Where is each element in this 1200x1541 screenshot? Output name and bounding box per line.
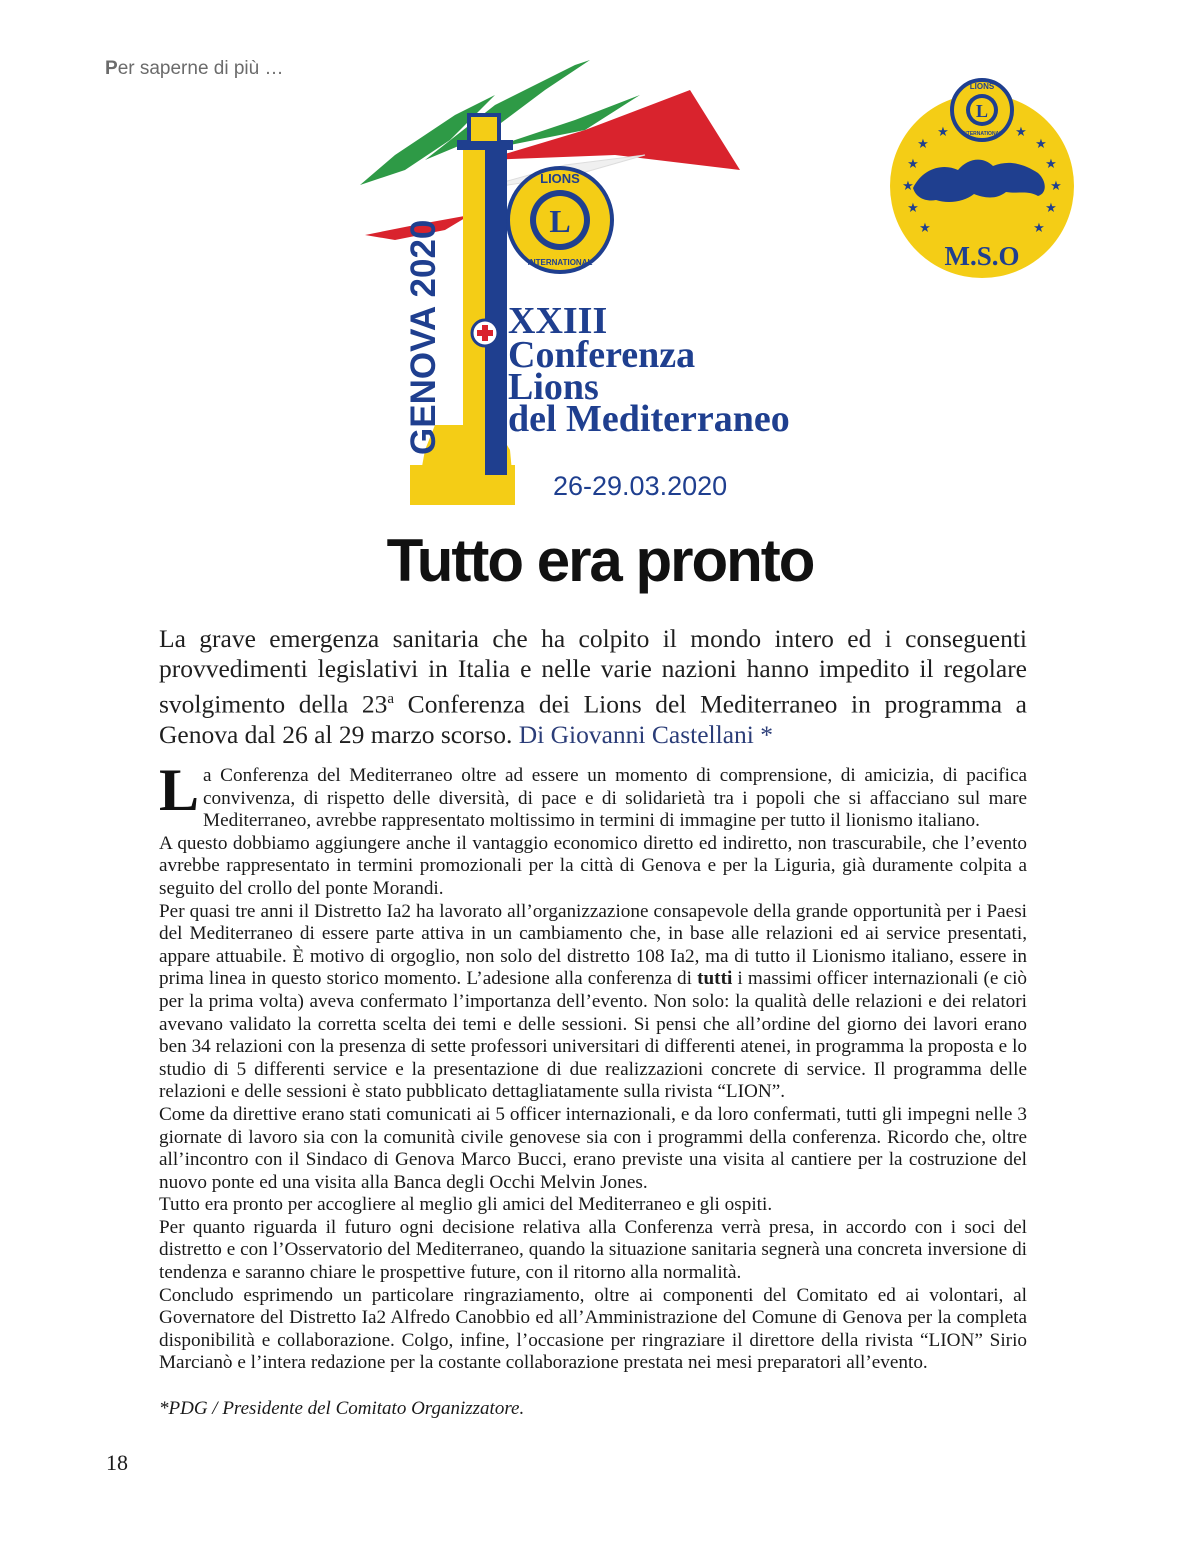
- running-head-text: er saperne di più …: [117, 58, 284, 79]
- article-title: Tutto era pronto: [386, 527, 814, 594]
- conference-line-3: Lions: [508, 366, 599, 408]
- lions-emblem-letter: L: [549, 203, 571, 239]
- article-lead: [159, 624, 1027, 750]
- drop-cap: L: [159, 757, 200, 823]
- svg-text:★: ★: [1015, 125, 1027, 140]
- svg-text:★: ★: [1050, 179, 1062, 194]
- lead-text-end: Conferenza dei Lions del Mediterraneo in programma a Genova dal 26 al 29 marzo scorso.: [159, 689, 1027, 749]
- conference-line-2: Conferenza: [508, 334, 696, 376]
- emphasis: tutti: [697, 968, 733, 990]
- paragraph-text: i massimi officer internazionali (e ciò per la prima volta) aveva confermato l’importanza dell’evento. Non solo: la qualità delle relazioni e dei relatori avevano validato la corretta scelta dei temi e delle sessioni. Si pensi che all’ordine del giorno dei lavori erano ben 34 relazioni con la presenza di sette professori universitari di differenti atenei, in programma la proposta e lo studio di 5 differenti service e la presentazione di due realizzazioni concrete di service. Il programma delle relazioni e delle sessioni è stato pubblicato dettagliatamente sulla rivista “LION”.: [159, 968, 1027, 1103]
- running-head-initial: P: [105, 58, 118, 79]
- mso-logo: [888, 68, 1076, 280]
- mso-lions-letter: L: [975, 101, 989, 121]
- paragraph-text: Per quasi tre anni il Distretto Ia2 ha lavorato all’organizzazione consapevole della grande opportunità per i Paesi del Mediterraneo di essere parte attiva in un cambiamento che, in base alle relazioni ed ai service presentati, appare attuabile. È motivo di orgoglio, non solo del distretto 108 Ia2, ma di tutto il Lionismo italiano, essere in prima linea in questo storico momento. L’adesione alla conferenza di: [159, 900, 1027, 990]
- conference-line-1: XXIII: [508, 300, 608, 342]
- conference-line-4: del Mediterraneo: [508, 398, 790, 440]
- paragraph: Concludo esprimendo un particolare ringraziamento, oltre ai componenti del Comitato ed ai volontari, al Governatore del Distretto Ia2 Alfredo Canobbio ed all’Amministrazione del Comune di Genova per la completa disponibilità e collaborazione. Colgo, infine, l’occasione per ringraziare il direttore della rivista “LION” Sirio Marcianò e l’intera redazione per la costante collaborazione prestata nei mesi preparatori all’evento.: [159, 1284, 1027, 1374]
- paragraph: A questo dobbiamo aggiungere anche il vantaggio economico diretto ed indiretto, non trascurabile, che l’evento avrebbe rappresentato in termini promozionali per la città di Genova e per la Liguria, già duramente colpita a seguito del crollo del ponte Morandi.: [159, 832, 1027, 899]
- svg-text:★: ★: [1035, 137, 1047, 152]
- svg-text:★: ★: [907, 201, 919, 216]
- conference-dates: 26-29.03.2020: [553, 471, 728, 501]
- lions-emblem-bottom-text: INTERNATIONAL: [527, 258, 593, 267]
- running-head: [105, 58, 284, 80]
- paragraph: Come da direttive erano stati comunicati ai 5 officer internazionali, e da loro confermati, tutti gli impegni nelle 3 giornate di lavoro sia con la comunità civile genovese sia con i programmi della conferenza. Ricordo che, oltre all’incontro con il Sindaco di Genova Marco Bucci, erano previste una visita al cantiere per la costruzione del nuovo ponte ed una visita alla Banca degli Occhi Melvin Jones.: [159, 1103, 1027, 1193]
- paragraph: Per quanto riguarda il futuro ogni decisione relativa alla Conferenza verrà presa, in accordo con i soci del distretto e con l’Osservatorio del Mediterraneo, quando la situazione sanitaria segnerà una concreta inversione di tendenza e saranno chiare le prospettive future, con il ritorno alla normalità.: [159, 1216, 1027, 1284]
- svg-text:★: ★: [1033, 221, 1045, 236]
- paragraph: [159, 901, 1027, 1104]
- paragraph-text: a Conferenza del Mediterraneo oltre ad essere un momento di comprensione, di amicizia, di pacifica convivenza, di rispetto delle diversità, di pace e di solidarietà tra i popoli che si affacciano sul mare Mediterraneo, avrebbe rappresentato moltissimo in termini di immagine per tutto il lionismo italiano.: [203, 765, 1027, 832]
- mso-lions-top-text: LIONS: [969, 82, 995, 91]
- paragraph: [159, 757, 1027, 833]
- svg-text:★: ★: [1045, 201, 1057, 216]
- conference-logo: [345, 55, 835, 515]
- footnote: *PDG / Presidente del Comitato Organizzatore.: [159, 1398, 525, 1419]
- svg-text:★: ★: [902, 179, 914, 194]
- paragraph: Tutto era pronto per accogliere al meglio gli amici del Mediterraneo e gli ospiti.: [159, 1194, 773, 1216]
- svg-text:★: ★: [907, 157, 919, 172]
- svg-text:★: ★: [919, 221, 931, 236]
- article-body: [159, 757, 1027, 1375]
- mso-lions-bottom-text: INTERNATIONAL: [961, 131, 1003, 137]
- lead-text: La grave emergenza sanitaria che ha colpito il mondo intero ed i conseguenti provvedimenti legislativi in Italia e nelle varie nazioni hanno impedito il regolare svolgimento della 23: [159, 624, 1027, 719]
- byline: Di Giovanni Castellani *: [518, 719, 773, 749]
- svg-text:★: ★: [1045, 157, 1057, 172]
- svg-text:★: ★: [917, 137, 929, 152]
- mso-label: M.S.O: [944, 241, 1020, 271]
- page-number: 18: [106, 1450, 128, 1475]
- svg-text:★: ★: [937, 125, 949, 140]
- lead-ordinal: a: [387, 691, 395, 707]
- genova-vertical-text: GENOVA 2020: [404, 219, 443, 455]
- lions-emblem-top-text: LIONS: [540, 171, 580, 186]
